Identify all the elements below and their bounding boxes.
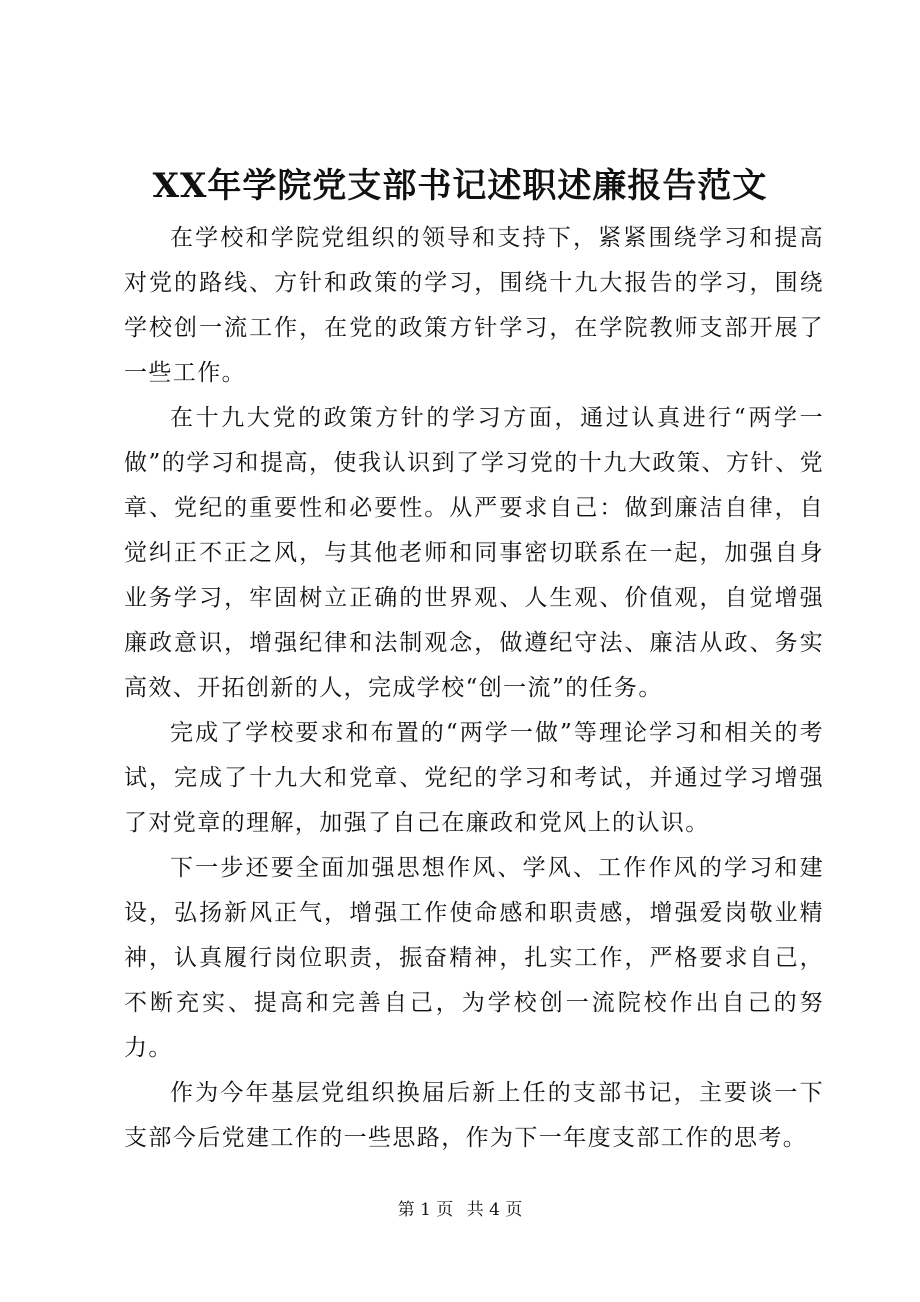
page-footer — [0, 1198, 920, 1222]
document-title: XX年学院党支部书记述职述廉报告范文 — [152, 166, 768, 206]
paragraph: 下一步还要全面加强思想作风、学风、工作作风的学习和建设，弘扬新风正气，增强工作使命感和职责感，增强爱岗敬业精神，认真履行岗位职责，振奋精神，扎实工作，严格要求自己，不断充实、提高和完善自己，为学校创一流院校作出自己的努力。 — [124, 855, 824, 1061]
paragraph: 在学校和学院党组织的领导和支持下，紧紧围绕学习和提高对党的路线、方针和政策的学习，围绕十九大报告的学习，围绕学校创一流工作，在党的政策方针学习，在学院教师支部开展了一些工作。 — [124, 225, 824, 386]
paragraph: 完成了学校要求和布置的“两学一做”等理论学习和相关的考试，完成了十九大和党章、党纪的学习和考试，并通过学习增强了对党章的理解，加强了自己在廉政和党风上的认识。 — [124, 720, 824, 836]
document-body — [124, 216, 824, 1161]
paragraph: 作为今年基层党组织换届后新上任的支部书记，主要谈一下支部今后党建工作的一些思路，作为下一年度支部工作的思考。 — [124, 1080, 824, 1151]
page-total: 共 4 页 — [466, 1200, 523, 1220]
paragraph: 在十九大党的政策方针的学习方面，通过认真进行“两学一做”的学习和提高，使我认识到了学习党的十九大政策、方针、党章、党纪的重要性和必要性。从严要求自己：做到廉洁自律，自觉纠正不正之风，与其他老师和同事密切联系在一起，加强自身业务学习，牢固树立正确的世界观、人生观、价值观，自觉增强廉政意识，增强纪律和法制观念，做遵纪守法、廉洁从政、务实高效、开拓创新的人，完成学校“创一流”的任务。 — [124, 405, 824, 701]
page-number: 第 1 页 — [397, 1200, 454, 1220]
